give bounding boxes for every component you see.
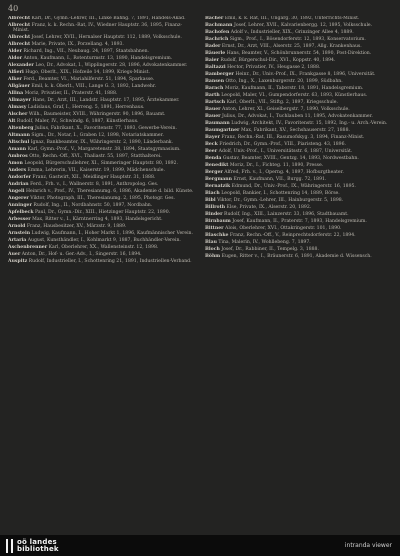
entry-name: Alt [8,119,16,125]
entry-name: Albrecht [8,42,31,48]
entry-name: Benda [205,156,222,161]
entry-details: Ladislaus, Graf, I., Herreng. 5, 1891, Herrenhaus. [27,105,145,111]
entry-details: Adolf v., Industrieller, XIX., Grinzinger Allee 4, 1889. [230,30,354,35]
entry-details: Leopold, Bankier, I., Schottenring 14, 1889, Börse. [221,191,340,196]
entry-details: Karl, Oberlehrer, XX., Wallensteinstr. 12, 1898. [48,245,159,251]
viewer-footer [0,535,400,556]
entry-name: Binder [205,212,223,217]
entry-name: Altschul [8,140,30,146]
entry-details: Alfred, Frh. v., I., Operng. 4, 1897, Hofburgtheater. [224,170,344,175]
entry-name: Bachrich [205,37,229,42]
entry-name: Barach [205,86,224,91]
entry-name: Baier [205,58,219,63]
entry-details: Ignaz, Bankbeamter, IX., Währingerstr. 2, 1890, Länderbank. [30,140,174,146]
entry-name: Amann [8,147,27,153]
entry-details: Otto, Ing., X., Laxenburgerstr. 20, 1899, Südbahn. [225,79,343,84]
entry-details: Franz, Gastwirt, XII., Meidlinger Hauptstr. 31, 1888. [32,175,156,181]
entry-name: Bartsch [205,100,226,105]
directory-entry [8,119,195,124]
entry-details: Else, Private, IX., Alserstr. 20, 1892. [226,205,312,210]
directory-entry [8,196,195,201]
entry-name: Arnold [8,224,26,230]
entry-name: Angerer [8,196,29,202]
directory-entry [205,37,392,42]
directory-entry [8,42,195,47]
entry-details: Ludwig, Architekt, IV., Favoritenstr. 15, 1892, Ing.- u. Arch.-Verein. [231,121,388,126]
entry-details: Hugo, Oberlt., XIX., Hofzeile 14, 1899, Kriegs-Minist. [25,70,150,76]
entry-name: Bansen [205,79,225,84]
entry-details: Karl, Dr., Gymn.-Lehrer, III., Linke Bahng. 7, 1891, Handels-Akad. [31,16,186,21]
entry-name: Bergmann [205,177,232,182]
directory-entry [8,203,195,208]
entry-name: Bachmann [205,23,233,28]
entry-name: Altenberg [8,126,34,132]
entry-name: Bäuerle [205,51,226,56]
directory-entry [8,189,195,194]
entry-name: Bayer [205,135,220,140]
entry-name: Auspitz [8,259,28,265]
directory-entry [205,107,392,112]
entry-name: Aschenbrenner [8,245,48,251]
directory-entry [205,219,392,224]
entry-name: Bamberger [205,72,234,77]
entry-name: Anninger [8,203,32,209]
directory-entry [205,156,392,161]
directory-entry [8,35,195,40]
entry-name: Altmann [8,133,30,139]
directory-entry [205,170,392,175]
directory-entry [8,161,195,166]
directory-entry [8,112,195,117]
entry-name: Allmayer [8,98,31,104]
entry-details: Franz, Rechn.-Rat, III., Rasumofskyg. 3, 1894, Finanz-Minist. [221,135,365,140]
entry-name: Blau [205,240,217,245]
directory-entry [205,254,392,259]
directory-entry [205,184,392,189]
directory-entry [8,224,195,229]
directory-entry [205,135,392,140]
entry-details: Julius, Dr., Advokat, I., Tuchlauben 11, 1895, Advokatenkammer. [222,114,373,119]
entry-name: Bernatzik [205,184,231,189]
entry-details: Karl, Gymn.-Prof., V., Margaretenstr. 38, 1894, Staatsgymnasium. [27,147,181,153]
entry-details: Ferd., Beamter, VI., Mariahilferstr. 51, 1894, Sparkasse. [23,77,155,83]
directory-entry [205,72,392,77]
directory-entry [205,121,392,126]
directory-entry [205,233,392,238]
entry-name: Arnstein [8,231,31,237]
entry-details: Moriz, Privatier, II., Praterstr. 41, 1888. [24,91,118,97]
entry-name: Aldor [8,56,23,62]
entry-name: Biach [205,191,220,196]
entry-details: Tina, Malerin, IV., Wohllebeng. 7, 1897. [218,240,311,245]
entry-details: Sigm., Dr., Notar, I., Graben 12, 1898, Notariatskammer. [31,133,164,139]
entry-details: Hans, Dr., Arzt, III., Landstr. Hauptstr. 17, 1895, Ärztekammer. [32,98,180,104]
entry-details: Josef, Dr., Rabbiner, II., Tempelg. 3, 1888. [221,247,319,252]
directory-entry [8,77,195,82]
directory-entry [8,238,195,243]
entry-details: Emma, Lehrerin, VII., Kaiserstr. 19, 1899, Mädchenschule. [27,168,165,174]
directory-entry [205,23,392,28]
entry-details: Franz, Hausbesitzer, XV., Märzstr. 9, 1889. [26,224,127,230]
directory-entry [8,98,195,103]
directory-entry [8,126,195,131]
entry-details: Emil, k. k. Rat, III., Ungarg. 30, 1892, Unterrichts-Minist. [224,16,360,21]
entry-name: Alker [8,77,22,83]
entry-name: Allina [8,91,24,97]
entry-details: Max, Fabrikant, XV., Sechshauserstr. 27, 1888. [240,128,350,133]
text-columns [8,16,392,531]
entry-name: Albrecht [8,16,31,21]
entry-details: Alois, Oberlehrer, XVI., Ottakringerstr. 101, 1890. [225,226,342,231]
directory-entry [205,100,392,105]
directory-entry [8,231,195,236]
entry-name: Bittner [205,226,224,231]
library-logo[interactable] [6,539,59,553]
entry-details: Rudolf, Bürgerschul-Dir., XVI., Koppstr. 40, 1894. [220,58,336,63]
entry-name: Alexander [8,63,34,69]
entry-name: Andrian [8,182,29,188]
entry-details: Emil, k. k. Oberlt., VIII., Lange G. 3, 1892, Landwehr. [31,84,157,90]
directory-entry [205,163,392,168]
directory-entry [205,58,392,63]
directory-entry [8,175,195,180]
entry-details: Leopold, Bürgerschullehrer, XI., Simmeringer Hauptstr. 80, 1892. [24,161,178,167]
entry-name: Beck [205,142,218,147]
directory-entry [205,93,392,98]
entry-details: Ernst, Kaufmann, VII., Burgg. 72, 1891. [233,177,327,182]
entry-name: Billroth [205,205,226,210]
entry-name: Baumgartner [205,128,240,133]
entry-name: Bloch [205,247,220,252]
directory-entry [205,205,392,210]
directory-entry [8,70,195,75]
entry-name: Arbesser [8,217,31,223]
entry-details: Edmund, Dr., Univ.-Prof., IX., Währingerstr. 16, 1895. [231,184,356,189]
entry-details: Adolf, Univ.-Prof., I., Universitätsstr. 6, 1887, Universität. [218,149,353,154]
entry-details: Heinr., Dr., Univ.-Prof., IX., Frankgasse 8, 1896, Universität. [235,72,376,77]
left-column [8,16,195,531]
entry-name: Artaria [8,238,27,244]
entry-details: Wilh., Baumeister, XVIII., Währingerstr. 90, 1896, Bauamt. [28,112,166,118]
entry-details: Otto, Rechn.-Off., XVI., Thaliastr. 55, 1897, Statthalterei. [29,154,162,160]
library-logo-icon [6,539,13,553]
entry-name: Anders [8,168,27,174]
entry-details: Anton, Kaufmann, I., Rotenturmstr. 13, 1890, Handelsgremium. [23,56,173,62]
directory-entry [8,140,195,145]
entry-details: Friedrich, Dr., Gymn.-Prof., VIII., Piaristeng. 43, 1896. [219,142,346,147]
logo-line-2: bibliothek [17,544,59,553]
directory-entry [8,49,195,54]
entry-details: Sigm., Prof., I., Bösendorferstr. 12, 1893, Konservatorium. [229,37,366,42]
directory-entry [8,16,195,21]
entry-details: Marie, Private, IX., Porzellang. 4, 1893. [31,42,124,48]
entry-details: Eugen, Ritter v., I., Bräunerstr. 6, 1891, Akademie d. Wissensch. [221,254,372,259]
entry-details: Franz, Rechn.-Off., V., Reinprechtsdorferstr. 22, 1894. [229,233,356,238]
entry-details: Gustav, Beamter, XVIII., Gentzg. 14, 1893, Nordwestbahn. [222,156,359,161]
directory-entry [205,30,392,35]
directory-entry [8,56,195,61]
entry-details: Richard, Ing., VII., Neubaug. 24, 1897, Staatsbahnen. [23,49,150,55]
entry-details: Anton, Dr., Hof- u. Ger.-Adv., I., Singerstr. 16, 1894. [21,252,142,258]
entry-details: Julius, Fabrikant, X., Favoritenstr. 77, 1893, Gewerbe-Verein. [34,126,177,132]
directory-entry [8,252,195,257]
directory-entry [8,23,195,34]
page-number: 40 [8,4,19,13]
directory-entry [8,168,195,173]
entry-name: Bacher [205,16,224,21]
entry-details: Josef, Kaufmann, II., Praterstr. 7, 1893, Handelsgremium. [232,219,367,224]
entry-details: Hans, Beamter, V., Schönbrunnerstr. 54, 1890, Post-Direktion. [226,51,372,56]
entry-details: Ludwig, Kaufmann, I., Hoher Markt 1, 1896, Kaufmännischer Verein. [31,231,193,237]
directory-entry [205,114,392,119]
directory-entry [205,51,392,56]
entry-name: Bibl [205,198,216,203]
entry-details: Rudolf, Maler, IV., Schwindg. 6, 1887, Künstlerhaus. [16,119,139,125]
directory-entry [8,84,195,89]
directory-entry [8,217,195,222]
entry-name: Andorfer [8,175,31,181]
entry-name: Bauer [205,114,221,119]
directory-entry [8,154,195,159]
entry-name: Albrecht [8,35,31,41]
entry-name: Apfelbeck [8,210,34,216]
entry-name: Alder [8,49,22,55]
directory-entry [8,182,195,187]
entry-details: Franz, k. k. Rechn.-Rat, IV., Wiedner Hauptstr. 36, 1895, Finanz-Minist. [13,23,182,34]
entry-name: Bachofen [205,30,230,35]
entry-details: Leopold, Maler, VI., Gumpendorferstr. 63, 1893, Künstlerhaus. [221,93,368,98]
directory-entry [205,142,392,147]
directory-entry [205,65,392,70]
directory-entry [8,133,195,138]
directory-entry [205,191,392,196]
entry-name: Bader [205,44,221,49]
entry-details: Rudolf, Ing., II., Nordbahnstr. 50, 1897, Nordbahn. [33,203,153,209]
entry-details: Viktor, Dr., Gymn.-Lehrer, III., Hainburgerstr. 5, 1898. [217,198,344,203]
directory-entry [205,226,392,231]
entry-details: Rudolf, Ing., XIII., Lainzerstr. 33, 1896, Stadtbauamt. [224,212,349,217]
entry-name: Baumann [205,121,230,126]
entry-details: Rudolf, Industrieller, I., Schottenring 21, 1891, Industriellen-Verband. [28,259,192,265]
entry-name: Blaschke [205,233,229,238]
viewer-label[interactable]: intranda viewer [344,542,392,549]
directory-entry [8,63,195,68]
entry-details: Leo, Dr., Advokat, I., Wipplingerstr. 28, 1896, Advokatenkammer. [35,63,188,69]
entry-name: Barth [205,93,220,98]
right-column [205,16,392,531]
entry-details: Moriz, Kaufmann, II., Taborstr. 18, 1891, Handelsgremium. [224,86,364,91]
entry-name: Alfieri [8,70,24,76]
entry-name: Baltazzi [205,65,226,70]
entry-details: Hector, Privatier, IV., Heugasse 2, 1888. [227,65,321,70]
entry-name: Amon [8,161,23,167]
entry-details: Paul, Dr., Gymn.-Dir., XIII., Hietzinger Hauptstr. 22, 1890. [35,210,171,216]
entry-name: Auer [8,252,21,258]
entry-details: Josef, Lehrer, XVII., Hernalser Hauptstr. 112, 1889, Volksschule. [31,35,182,41]
entry-details: Heinrich v., Prof., IV., Theresianumg. 6, 1886, Akademie d. bild. Künste. [26,189,194,195]
entry-name: Almasy [8,105,27,111]
entry-details: Ernst, Dr., Arzt, VIII., Alserstr. 25, 1897, Allg. Krankenhaus. [221,44,362,49]
entry-details: Josef, Lehrer, XVII., Kalvarienbergg. 12, 1895, Volksschule. [233,23,373,28]
entry-details: August, Kunsthändler, I., Kohlmarkt 9, 1887, Buchhändler-Verein. [27,238,181,244]
entry-name: Bauer [205,107,221,112]
directory-entry [8,259,195,264]
directory-entry [8,245,195,250]
directory-entry [205,247,392,252]
logo-line-1: oö landes [17,537,57,546]
entry-details: Anton, Lehrer, XI., Geiselbergstr. 7, 1890, Volksschule. [222,107,350,112]
entry-name: Alscher [8,112,28,118]
directory-entry [8,210,195,215]
directory-entry [205,79,392,84]
directory-entry [8,105,195,110]
entry-name: Berger [205,170,223,175]
entry-name: Böhm [205,254,221,259]
directory-entry [205,198,392,203]
entry-details: Moriz, Dr., I., Fichteg. 11, 1890, Presse. [229,163,324,168]
entry-name: Benedikt [205,163,229,168]
directory-entry [8,147,195,152]
entry-name: Birnbaum [205,219,231,224]
entry-details: Viktor, Photograph, III., Theresianumg. 2, 1895, Photogr. Ges. [30,196,175,202]
directory-entry [205,177,392,182]
entry-details: Ferd., Frh. v., I., Wallnerstr. 8, 1891, Anthropolog. Ges. [30,182,159,188]
entry-name: Beer [205,149,218,154]
directory-entry [205,149,392,154]
entry-name: Albrecht [8,23,31,28]
entry-details: Karl, Oberlt., VII., Stiftg. 2, 1897, Kriegsschule. [226,100,338,105]
directory-entry [205,44,392,49]
entry-name: Ambros [8,154,28,160]
directory-entry [205,86,392,91]
entry-details: Max, Ritter v., I., Kärntnerring 4, 1893, Handelsgericht. [32,217,163,223]
directory-entry [205,212,392,217]
directory-entry [205,16,392,21]
directory-entry [205,128,392,133]
entry-name: Angeli [8,189,25,195]
directory-entry [8,91,195,96]
entry-name: Allgäuer [8,84,30,90]
directory-entry [205,240,392,245]
